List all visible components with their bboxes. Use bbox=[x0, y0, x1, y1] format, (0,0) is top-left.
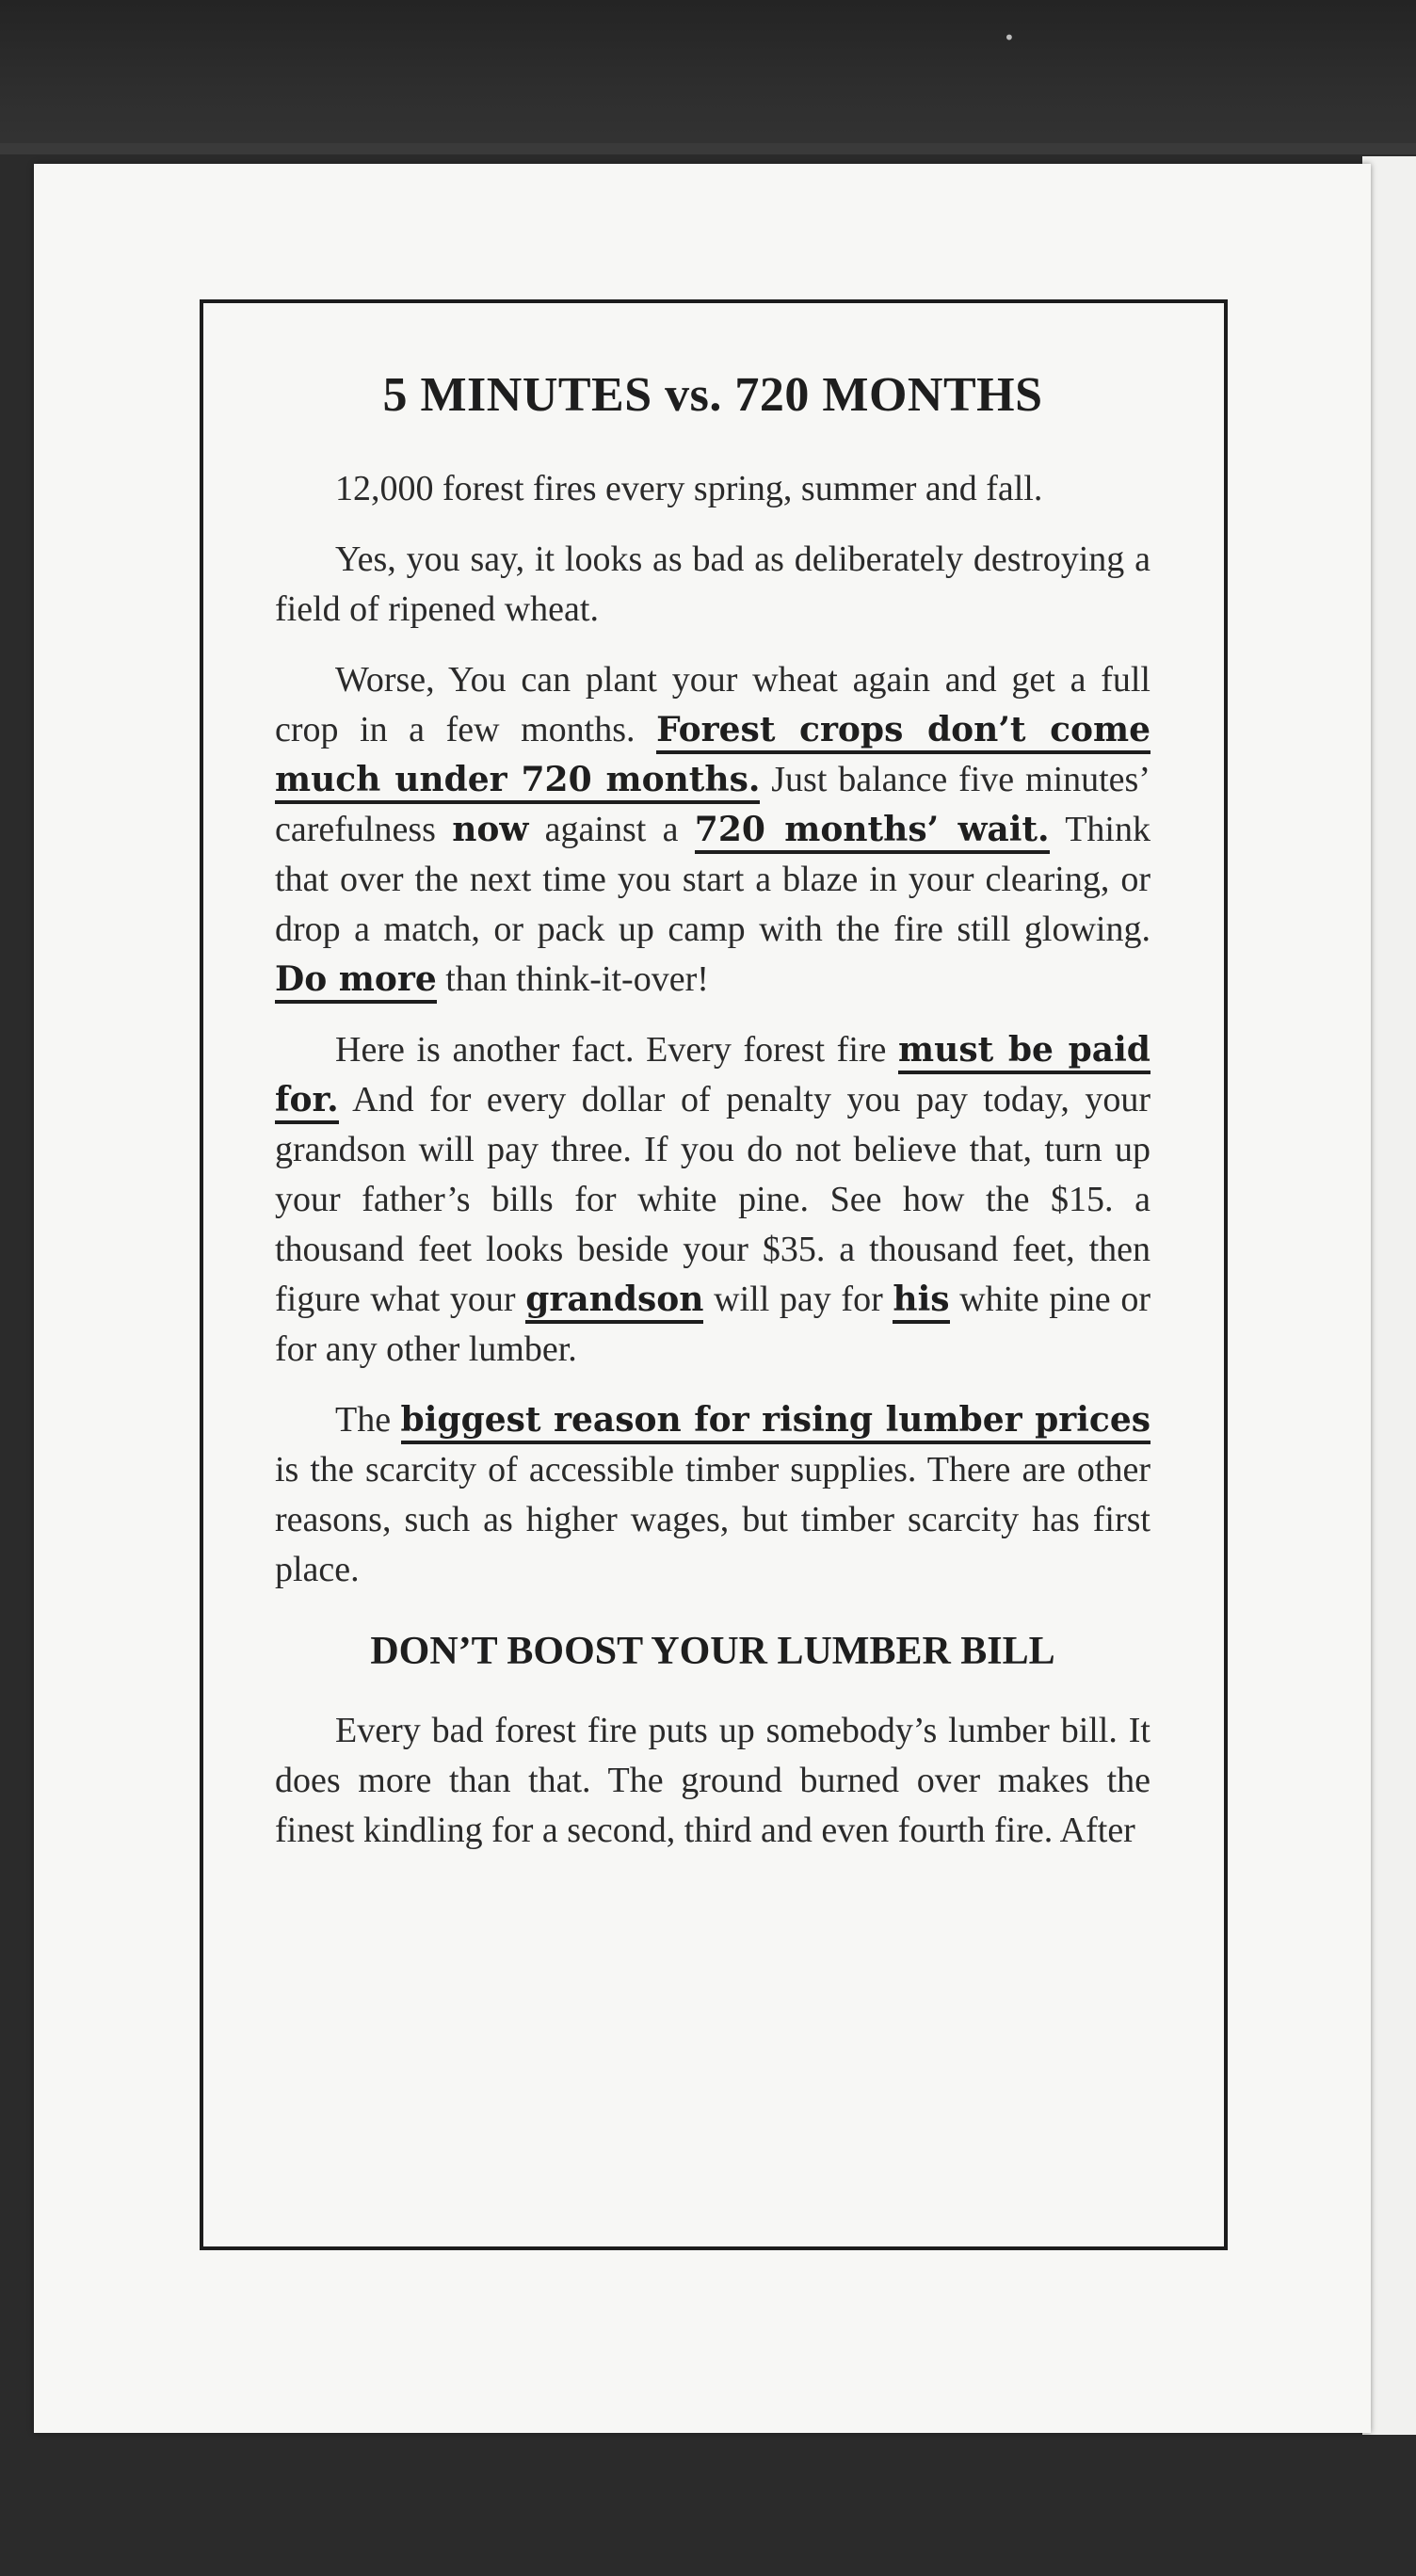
section-heading: DON’T BOOST YOUR LUMBER BILL bbox=[370, 1630, 1055, 1673]
paragraph-text: will pay for bbox=[703, 1280, 893, 1319]
emphasis-do-more: Do more bbox=[275, 959, 437, 1004]
emphasis-biggest-reason: biggest reason for rising lumber prices bbox=[401, 1400, 1150, 1444]
page-title: 5 MINUTES vs. 720 MONTHS bbox=[382, 368, 1043, 422]
emphasis-now: now bbox=[452, 810, 529, 849]
paragraph-text: than think-it-over! bbox=[436, 959, 709, 999]
emphasis-must-be-paid: must be paid for. bbox=[275, 1030, 1150, 1124]
emphasis-grandson: grandson bbox=[525, 1280, 703, 1324]
article-body bbox=[275, 367, 1150, 1876]
paragraph-text: is the scarcity of accessible timber supplies. There are other reasons, such as higher wages, but timber scarcity has first place. bbox=[275, 1450, 1150, 1589]
emphasis-720-months-wait: 720 months’ wait. bbox=[695, 810, 1050, 854]
paragraph-text: Just balance five minutes’ carefulness bbox=[275, 760, 1150, 849]
paragraph-text: And for every dollar of penalty you pay today, your grandson will pay three. If you do not believe that, turn up your father’s bills for white pine. See how the $15. a thousand feet looks beside your $35. a thousand feet, then figure what your bbox=[275, 1080, 1150, 1319]
paragraph-2: Yes, you say, it looks as bad as deliberately destroying a field of ripened wheat. bbox=[275, 539, 1150, 629]
dust-speck: • bbox=[1004, 26, 1015, 49]
paragraph-text: The bbox=[335, 1400, 401, 1440]
paragraph-1: 12,000 forest fires every spring, summer and fall. bbox=[335, 469, 1043, 508]
paragraph-text: Think that over the next time you start a blaze in your clearing, or drop a match, or pack up camp with the fire still glowing. bbox=[275, 810, 1150, 949]
paragraph-5 bbox=[275, 1395, 1150, 1595]
paragraph-6: Every bad forest fire puts up somebody’s lumber bill. It does more than that. The ground burned over makes the finest kindling for a second, third and even fourth fire. After bbox=[275, 1711, 1150, 1850]
paragraph-3 bbox=[275, 655, 1150, 1005]
emphasis-his: his bbox=[893, 1280, 949, 1324]
paragraph-text: white pine or for any other lumber. bbox=[275, 1280, 1150, 1369]
scanner-edge bbox=[0, 143, 1416, 154]
emphasis-forest-crops: Forest crops don’t come much under 720 months. bbox=[275, 710, 1150, 804]
paragraph-text: Here is another fact. Every forest fire bbox=[335, 1030, 899, 1070]
scanner-background bbox=[0, 0, 1416, 151]
paragraph-text: against a bbox=[528, 810, 695, 849]
paragraph-4 bbox=[275, 1025, 1150, 1375]
paragraph-text: Worse, You can plant your wheat again and get a full crop in a few months. bbox=[275, 660, 1150, 749]
